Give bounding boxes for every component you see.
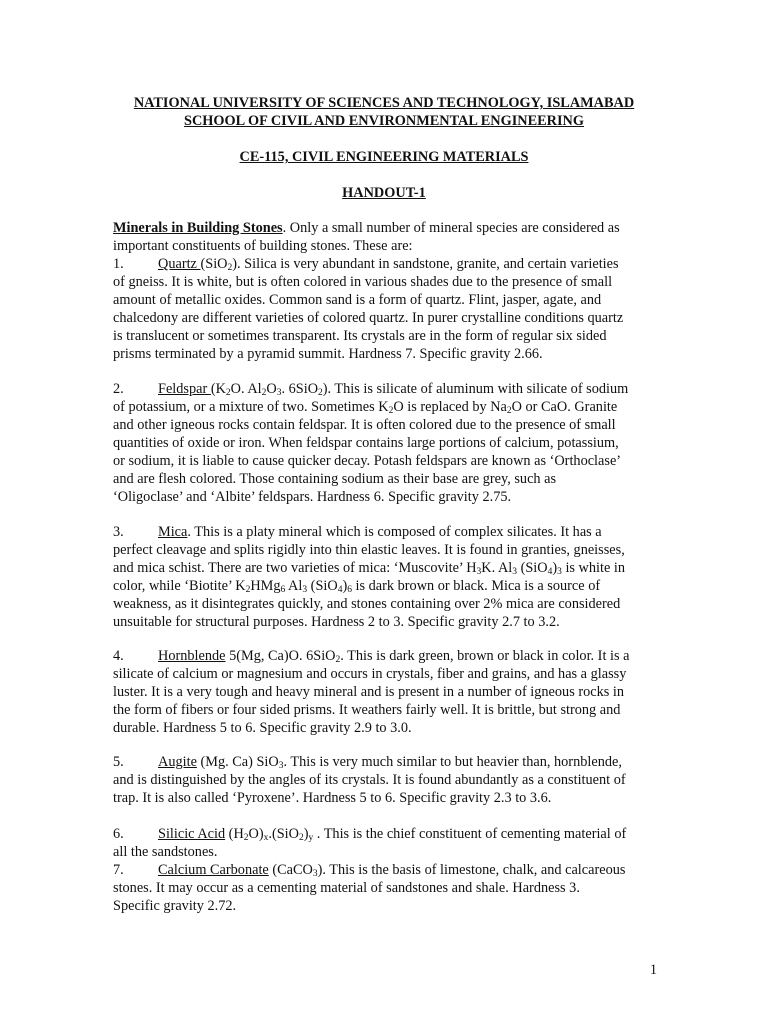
formula-text: (SiO — [517, 560, 548, 576]
formula-subscript: 6 — [280, 585, 286, 595]
item-text: ). This is the basis of limestone, chalk, and calcareous — [317, 862, 626, 878]
formula-text: O. Al — [230, 381, 262, 397]
item-text: luster. It is a very tough and heavy mineral and is present in a number of igneous rocks in — [113, 684, 624, 700]
list-item-hornblende — [113, 647, 658, 737]
formula-subscript: 2 — [225, 388, 231, 398]
intro-text: important constituents of building stones. These are: — [113, 238, 413, 254]
formula-text: (SiO — [200, 256, 228, 272]
formula-text: Al — [285, 578, 303, 594]
item-text: silicate of calcium or magnesium and occurs in crystals, fiber and grains, and has a glassy — [113, 666, 627, 682]
item-text: is translucent or sometimes transparent. Its crystals are in the form of regular six sided — [113, 328, 607, 344]
item-text: chalcedony are different varieties of colored quartz. In purer crystalline conditions quartz — [113, 310, 624, 326]
mineral-name: Calcium Carbonate — [158, 862, 269, 878]
item-number: 4. — [113, 648, 124, 664]
formula-subscript: 2 — [227, 263, 233, 273]
formula-subscript: 2 — [388, 406, 394, 416]
formula-subscript: 6 — [347, 585, 352, 595]
item-text: unsuitable for structural purposes. Hardness 2 to 3. Specific gravity 2.7 to 3.2. — [113, 614, 560, 630]
item-number: 3. — [113, 524, 124, 540]
formula-text: ) — [552, 560, 558, 576]
formula-subscript: 2 — [298, 833, 304, 843]
mineral-name: Augite — [158, 754, 197, 770]
formula-subscript: 2 — [335, 655, 341, 665]
mineral-name: Hornblende — [158, 648, 226, 664]
item-text: the form of fibers or four sided prisms. It weathers fairly well. It is brittle, but strong and — [113, 702, 621, 718]
item-text: amount of metallic oxides. Common sand is a form of quartz. Flint, jasper, agate, and — [113, 292, 602, 308]
formula-text: ). — [232, 256, 241, 272]
formula-text: (K — [210, 381, 226, 397]
handout-heading: HANDOUT-1 — [342, 185, 426, 201]
formula-text: O) — [248, 826, 264, 842]
item-text: of potassium, or a mixture of two. Sometimes K — [113, 399, 389, 415]
formula-text: 5(Mg, Ca)O. 6SiO — [225, 648, 336, 664]
item-text: ‘Oligoclase’ and ‘Albite’ feldspars. Hardness 6. Specific gravity 2.75. — [113, 489, 512, 505]
item-text: stones. It may occur as a cementing material of sandstones and shale. Hardness 3. — [113, 880, 580, 896]
item-text: weakness, as it disintegrates quickly, and stones containing over 2% mica are considered — [113, 596, 621, 612]
item-text: is white in — [561, 560, 626, 576]
item-text: prisms terminated by a pyramid summit. Hardness 7. Specific gravity 2.66. — [113, 346, 543, 362]
item-text: durable. Hardness 5 to 6. Specific gravity 2.9 to 3.0. — [113, 720, 412, 736]
list-item-mica — [113, 523, 658, 631]
formula-subscript: 3 — [512, 567, 518, 577]
formula-subscript: 2 — [245, 585, 251, 595]
formula-subscript: 3 — [276, 388, 282, 398]
item-text: . This is a platy mineral which is composed of complex silicates. It has a — [187, 524, 602, 540]
list-item-calcium-carbonate — [113, 861, 658, 915]
mineral-name: Quartz — [158, 256, 201, 272]
formula-subscript: 2 — [261, 388, 267, 398]
formula-subscript: y — [308, 833, 314, 843]
formula-text: O — [266, 381, 277, 397]
item-text: and are flesh colored. Those containing sodium as their base are grey, such as — [113, 471, 557, 487]
formula-subscript: 3 — [476, 567, 482, 577]
item-text: O or CaO. Granite — [511, 399, 618, 415]
item-text: ). This is silicate of aluminum with silicate of sodium — [322, 381, 629, 397]
formula-text: (Mg. Ca) SiO — [196, 754, 279, 770]
list-item-feldspar — [113, 380, 658, 506]
formula-subscript: 3 — [312, 869, 318, 879]
formula-subscript: 3 — [302, 585, 308, 595]
formula-text: (CaCO — [268, 862, 313, 878]
formula-subscript: 2 — [506, 406, 512, 416]
formula-text: (SiO — [307, 578, 338, 594]
item-text: or sodium, it is liable to cause quicker decay. Potash feldspars are known as ‘Orthoclase’ — [113, 453, 622, 469]
item-number: 6. — [113, 826, 124, 842]
formula-subscript: 3 — [278, 761, 284, 771]
intro-text: . Only a small number of mineral species are considered as — [282, 220, 620, 236]
course-heading: CE-115, CIVIL ENGINEERING MATERIALS — [239, 149, 529, 165]
item-text: and other igneous rocks contain feldspar. It is often colored due to the presence of small — [113, 417, 616, 433]
item-text: and mica schist. There are two varieties of mica: ‘Muscovite’ H — [113, 560, 477, 576]
formula-subscript: 2 — [318, 388, 323, 398]
item-text: . This is very much similar to but heavier than, hornblende, — [283, 754, 622, 770]
item-number: 1. — [113, 256, 124, 272]
mineral-name: Silicic Acid — [158, 826, 226, 842]
list-item-silicic-acid — [113, 825, 658, 861]
formula-text: . 6SiO — [281, 381, 319, 397]
formula-text: HMg — [250, 578, 281, 594]
formula-text: .(SiO — [268, 826, 299, 842]
university-heading: NATIONAL UNIVERSITY OF SCIENCES AND TECHNOLOGY, ISLAMABAD — [133, 95, 635, 111]
item-text: and is distinguished by the angles of its crystals. It is found abundantly as a constituent of — [113, 772, 626, 788]
item-text: is dark brown or black. Mica is a source of — [351, 578, 601, 594]
list-item-quartz — [113, 255, 658, 363]
item-text: quantities of oxide or iron. When feldspar contains large portions of calcium, potassium, — [113, 435, 619, 451]
formula-text: (H — [225, 826, 244, 842]
formula-subscript: 3 — [557, 567, 562, 577]
formula-subscript: 2 — [243, 833, 249, 843]
mineral-name: Mica — [158, 524, 188, 540]
formula-text: ) — [303, 826, 309, 842]
item-number: 7. — [113, 862, 124, 878]
school-heading: SCHOOL OF CIVIL AND ENVIRONMENTAL ENGINEERING — [184, 113, 584, 129]
item-number: 5. — [113, 754, 124, 770]
intro-paragraph — [113, 219, 658, 255]
list-item-augite — [113, 753, 658, 807]
item-text: O is replaced by Na — [393, 399, 507, 415]
item-text: perfect cleavage and splits rigidly into thin elastic leaves. It is found in granties, gneisses, — [113, 542, 625, 558]
item-text: of gneiss. It is white, but is often colored in various shades due to the presence of small — [113, 274, 613, 290]
item-text: all the sandstones. — [113, 844, 218, 860]
item-text: Specific gravity 2.72. — [113, 898, 237, 914]
intro-title: Minerals in Building Stones — [113, 220, 283, 236]
item-text: . This is the chief constituent of cementing material of — [313, 826, 627, 842]
page-number: 1 — [649, 962, 657, 978]
mineral-name: Feldspar — [158, 381, 211, 397]
formula-text: K. Al — [481, 560, 513, 576]
formula-subscript: 4 — [547, 567, 553, 577]
formula-subscript: 4 — [337, 585, 343, 595]
formula-text: ) — [342, 578, 348, 594]
item-text: trap. It is also called ‘Pyroxene’. Hardness 5 to 6. Specific gravity 2.3 to 3.6. — [113, 790, 552, 806]
item-text: . This is dark green, brown or black in color. It is a — [340, 648, 630, 664]
item-text: Silica is very abundant in sandstone, granite, and certain varieties — [240, 256, 619, 272]
item-number: 2. — [113, 381, 124, 397]
item-text: color, while ‘Biotite’ K — [113, 578, 246, 594]
formula-subscript: x — [263, 833, 269, 843]
